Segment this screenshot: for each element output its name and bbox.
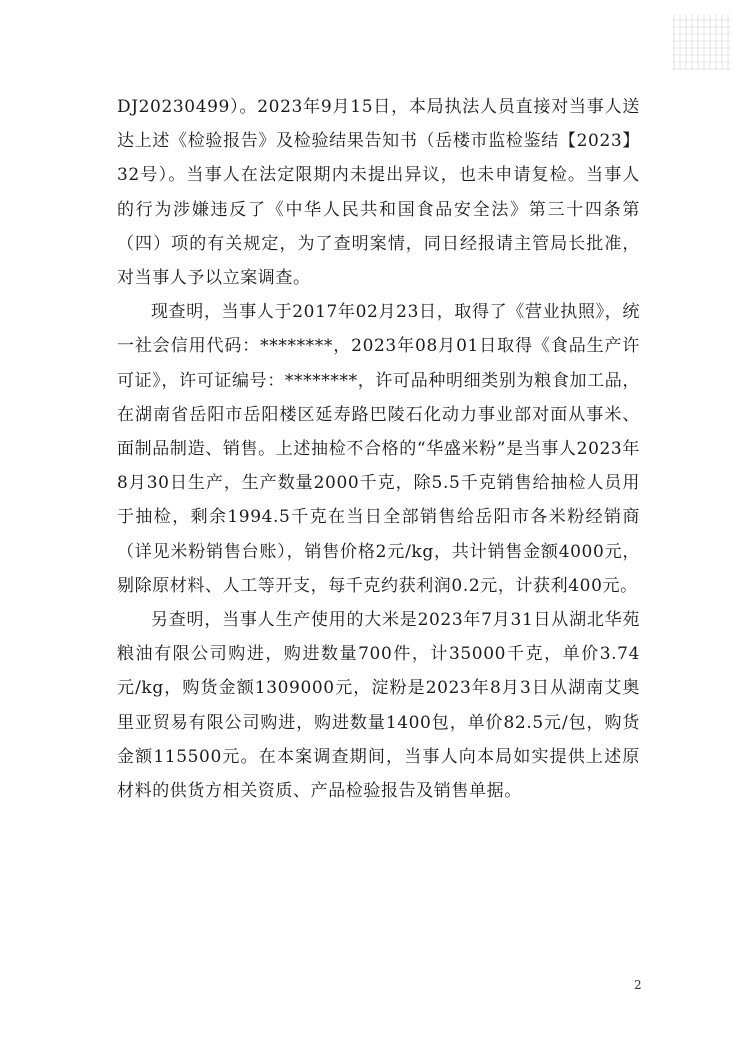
document-body [117, 90, 640, 808]
corner-stamp-mark [673, 14, 731, 70]
paragraph-findings: 现查明，当事人于2017年02月23日，取得了《营业执照》，统一社会信用代码：********，2023年08月01日取得《食品生产许可证》，许可证编号：********，许可品种明细类别为粮食加工品，在湖南省岳阳市岳阳楼区延寿路巴陵石化动力事业部对面从事米、面制品制造、销售。上述抽检不合格的“华盛米粉”是当事人2023年8月30日生产，生产数量2000千克，除5.5千克销售给抽检人员用于抽检，剩余1994.5千克在当日全部销售给岳阳市各米粉经销商（详见米粉销售台账），销售价格2元/kg，共计销售金额4000元，剔除原材料、人工等开支，每千克约获利润0.2元，计获利400元。 [117, 302, 640, 596]
page-number: 2 [634, 978, 642, 992]
paragraph-case-filing: DJ20230499）。2023年9月15日，本局执法人员直接对当事人送达上述《检验报告》及检验结果告知书（岳楼市监检鉴结【2023】32号）。当事人在法定限期内未提出异议，也未申请复检。当事人的行为涉嫌违反了《中华人民共和国食品安全法》第三十四条第（四）项的有关规定，为了查明案情，同日经报请主管局长批准，对当事人予以立案调查。 [117, 97, 640, 289]
paragraph-additional-findings: 另查明，当事人生产使用的大米是2023年7月31日从湖北华苑粮油有限公司购进，购进数量700件，计35000千克，单价3.74元/kg，购货金额1309000元，淀粉是2023年8月3日从湖南艾奥里亚贸易有限公司购进，购进数量1400包，单价82.5元/包，购货金额115500元。在本案调查期间，当事人向本局如实提供上述原材料的供货方相关资质、产品检验报告及销售单据。 [117, 610, 640, 802]
